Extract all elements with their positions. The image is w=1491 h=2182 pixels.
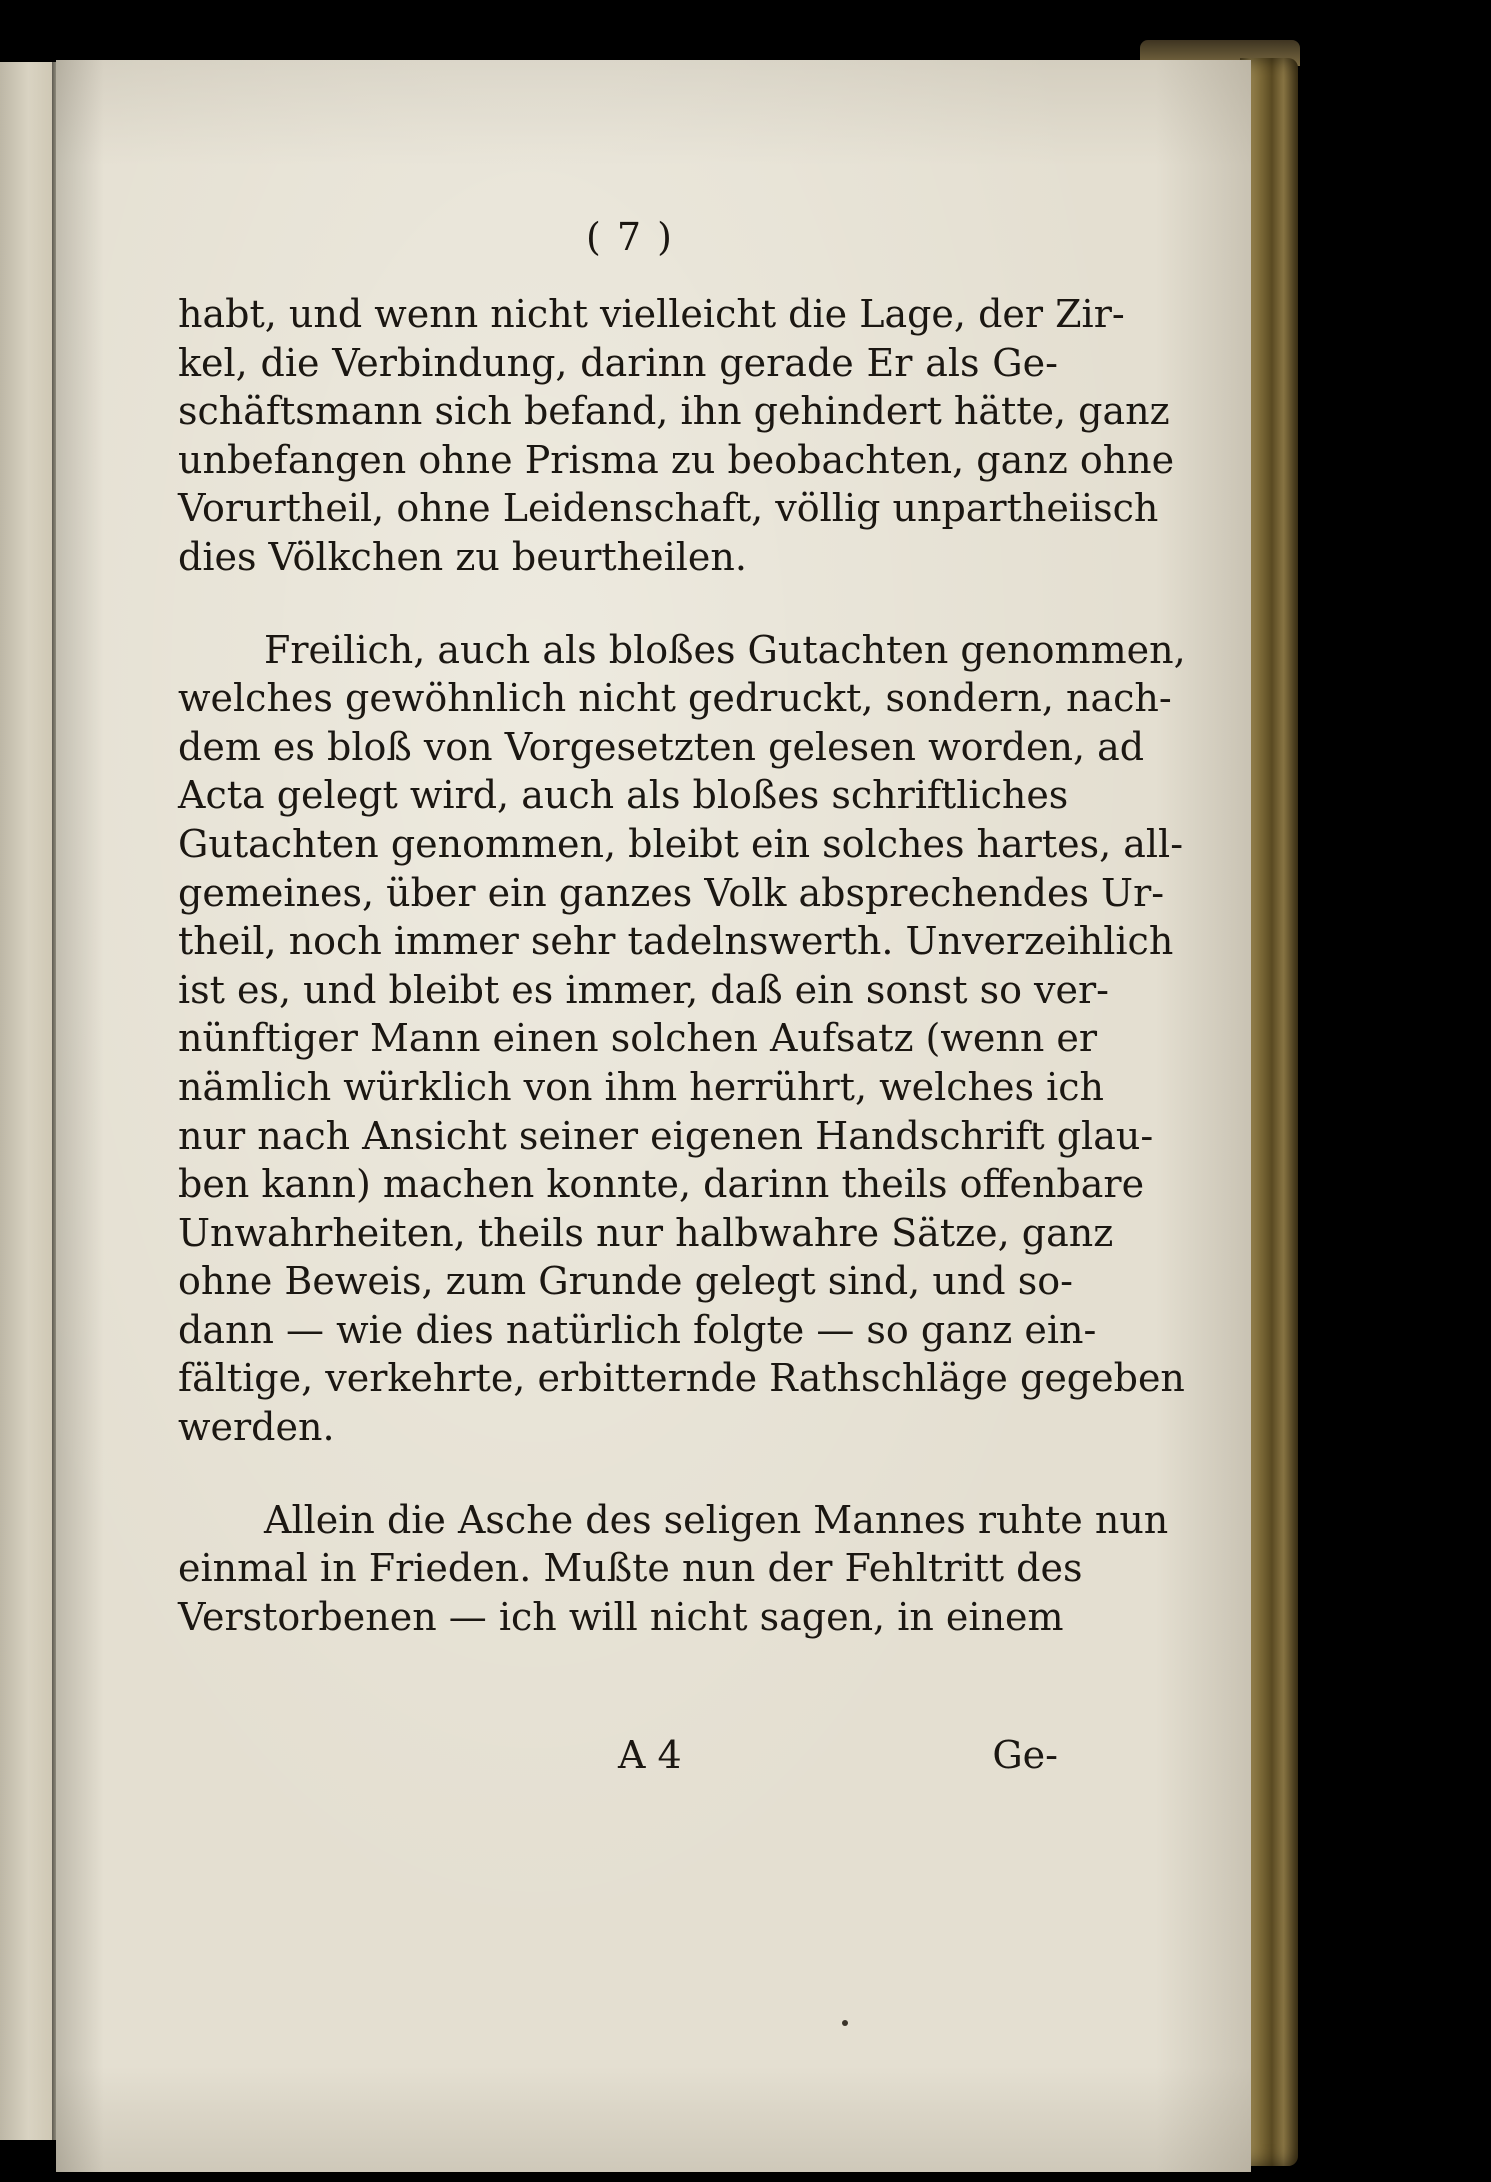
text-line: einmal in Frieden. Mußte nun der Fehltritt des <box>178 1546 1083 1591</box>
text-line: ben kann) machen konnte, darinn theils offenbare <box>178 1162 1145 1207</box>
text-line: gemeines, über ein ganzes Volk absprechendes Ur- <box>178 870 1165 915</box>
text-line: Freilich, auch als bloßes Gutachten genommen, <box>264 627 1186 672</box>
paragraph-gap <box>178 1452 1058 1496</box>
text-line: dann — wie dies natürlich folgte — so ganz ein- <box>178 1307 1097 1352</box>
text-line: Unwahrheiten, theils nur halbwahre Sätze, ganz <box>178 1210 1114 1255</box>
text-line: Gutachten genommen, bleibt ein solches hartes, all- <box>178 821 1184 866</box>
text-line: ohne Beweis, zum Grunde gelegt sind, und so- <box>178 1259 1073 1304</box>
text-line: kel, die Verbindung, darinn gerade Er als Ge- <box>178 340 1058 385</box>
text-line: werden. <box>178 1405 335 1450</box>
signature-mark: A 4 <box>618 1733 682 1777</box>
page-number: ( 7 ) <box>586 215 674 259</box>
text-line: nämlich würklich von ihm herrührt, welches ich <box>178 1064 1105 1109</box>
left-page-edge <box>0 62 54 2140</box>
text-line: Allein die Asche des seligen Mannes ruhte nun <box>264 1497 1169 1542</box>
text-line: welches gewöhnlich nicht gedruckt, sondern, nach- <box>178 676 1172 721</box>
text-line: Acta gelegt wird, auch als bloßes schriftliches <box>178 773 1069 818</box>
text-line: ist es, und bleibt es immer, daß ein sonst so ver- <box>178 967 1109 1012</box>
catchword: Ge- <box>992 1733 1058 1777</box>
text-line: nur nach Ansicht seiner eigenen Handschrift glau- <box>178 1113 1154 1158</box>
text-line: unbefangen ohne Prisma zu beobachten, ganz ohne <box>178 437 1175 482</box>
text-line: dem es bloß von Vorgesetzten gelesen worden, ad <box>178 724 1145 769</box>
page-footer <box>178 1733 1058 1783</box>
paragraph-gap <box>178 582 1058 626</box>
text-line: Vorurtheil, ohne Leidenschaft, völlig unpartheiisch <box>178 486 1159 531</box>
body-text <box>178 290 1186 1641</box>
text-line: fältige, verkehrte, erbitternde Rathschläge gegeben <box>178 1356 1185 1401</box>
text-line: habt, und wenn nicht vielleicht die Lage, der Zir- <box>178 292 1125 336</box>
text-line: Verstorbenen — ich will nicht sagen, in einem <box>178 1594 1064 1639</box>
text-line: schäftsmann sich befand, ihn gehindert hätte, ganz <box>178 389 1170 434</box>
text-line: theil, noch immer sehr tadelnswerth. Unverzeihlich <box>178 919 1174 964</box>
text-line: dies Völkchen zu beurtheilen. <box>178 534 747 579</box>
paper-speck <box>842 2020 848 2026</box>
text-line: nünftiger Mann einen solchen Aufsatz (wenn er <box>178 1016 1098 1061</box>
